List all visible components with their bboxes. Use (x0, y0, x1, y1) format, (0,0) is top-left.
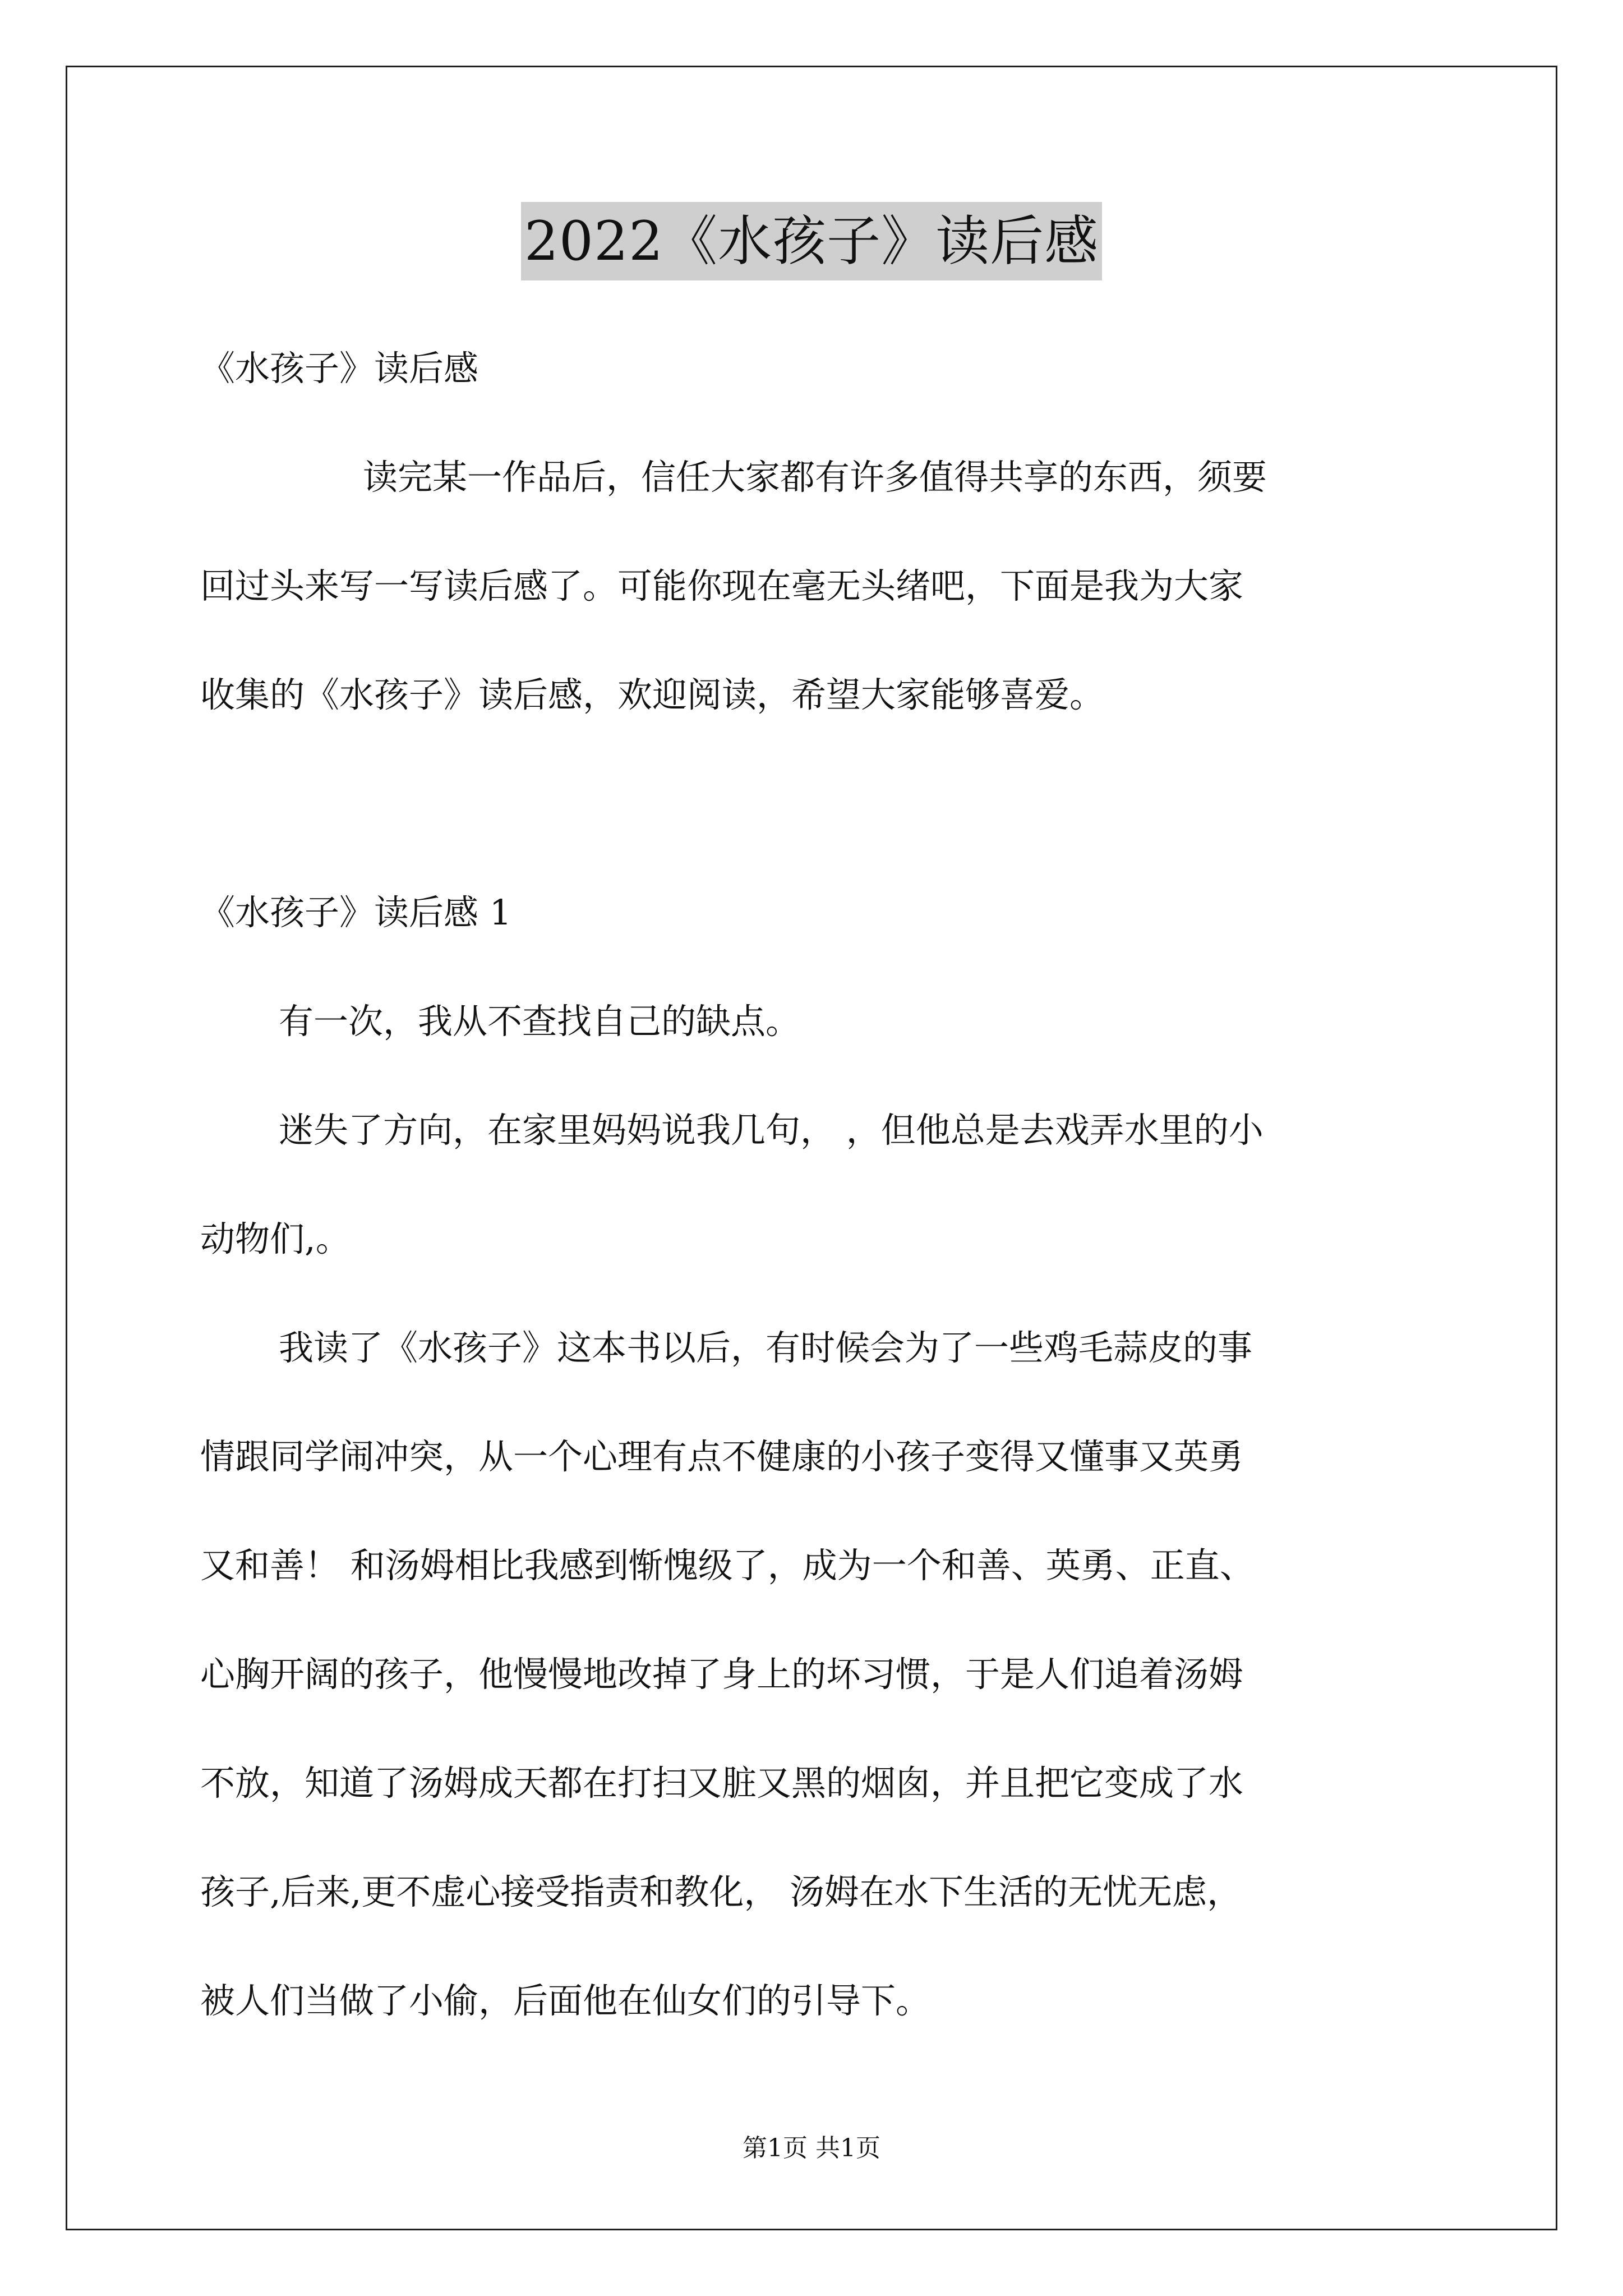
paragraph-line: 动物们,。 (200, 1218, 351, 1259)
intro-line: 回过头来写一写读后感了。可能你现在毫无头绪吧，下面是我为大家 (200, 565, 1244, 606)
paragraph-line: 不放，知道了汤姆成天都在打扫又脏又黑的烟囱，并且把它变成了水 (200, 1763, 1244, 1803)
paragraph-line: 孩子,后来,更不虚心接受指责和教化， 汤姆在水下生活的无忧无虑， (200, 1871, 1242, 1912)
title-container (0, 202, 1623, 280)
paragraph-line: 我读了《水孩子》这本书以后，有时候会为了一些鸡毛蒜皮的事 (279, 1327, 1253, 1368)
subtitle: 《水孩子》读后感 (200, 348, 479, 389)
paragraph-line: 心胸开阔的孩子，他慢慢地改掉了身上的坏习惯，于是人们追着汤姆 (200, 1654, 1244, 1695)
blank-line (200, 749, 1434, 858)
paragraph-line: 迷失了方向，在家里妈妈说我几句， ，但他总是去戏弄水里的小 (279, 1110, 1264, 1151)
paragraph-line: 情跟同学闹冲突，从一个心理有点不健康的小孩子变得又懂事又英勇 (200, 1436, 1244, 1477)
intro-line: 收集的《水孩子》读后感，欢迎阅读，希望大家能够喜爱。 (200, 674, 1105, 715)
page-footer: 第1页 共1页 (743, 2134, 880, 2162)
paragraph-line: 有一次，我从不查找自己的缺点。 (279, 1001, 801, 1042)
paragraph-line: 被人们当做了小偷，后面他在仙女们的引导下。 (200, 1980, 931, 2021)
section-heading: 《水孩子》读后感 1 (200, 892, 512, 933)
paragraph-line: 又和善！ 和汤姆相比我感到惭愧级了，成为一个和善、英勇、正直、 (200, 1545, 1255, 1586)
document-body (200, 314, 1434, 2055)
document-title: 2022《水孩子》读后感 (521, 202, 1102, 280)
intro-line: 读完某一作品后，信任大家都有许多值得共享的东西，须要 (363, 457, 1267, 498)
